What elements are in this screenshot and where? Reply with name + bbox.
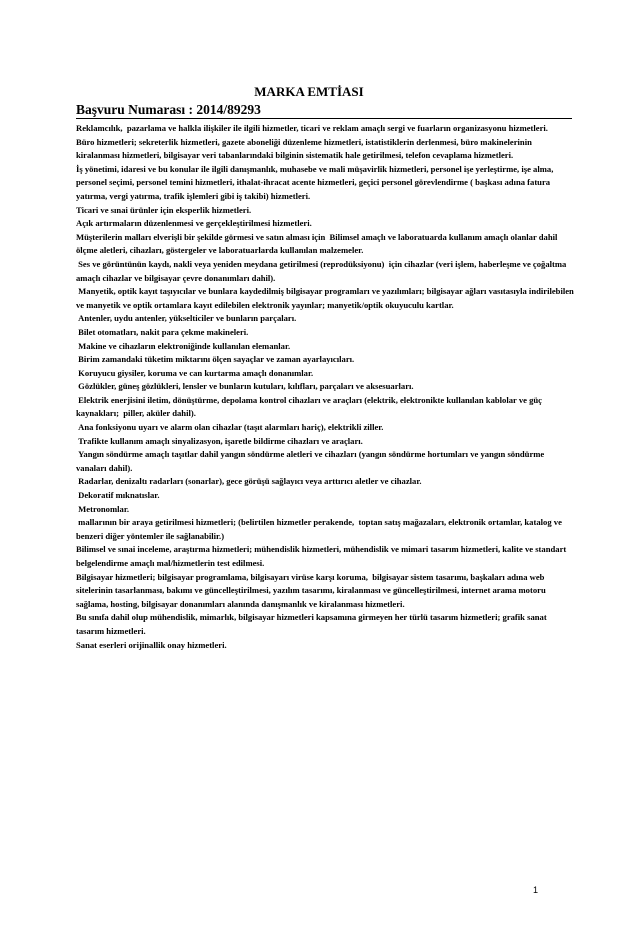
document-body [76,122,576,652]
paragraph: Reklamcılık, pazarlama ve halkla ilişkiler ile ilgili hizmetler, ticari ve reklam amaçlı sergi ve fuarların organizasyonu hizmetleri. [76,123,548,133]
paragraph: Sanat eserleri orijinallik onay hizmetleri. [76,639,227,650]
paragraph: Metronomlar. [76,503,129,514]
paragraph: Manyetik, optik kayıt taşıyıcılar ve bunlara kaydedilmiş bilgisayar programları ve yazılımları; bilgisayar ağları vasıtasıyla indirilebilen ve manyetik ve optik ortamlara kayıt edilebilen elektronik yayınlar; manyetik/optik okuyuculu kartlar. [76,286,576,310]
paragraph: Büro hizmetleri; sekreterlik hizmetleri, gazete aboneliği düzenleme hizmetleri, istatistiklerin derlenmesi, büro makinelerinin kiralanması hizmetleri, bilgisayar veri tabanlarındaki bilginin sistematik hale getirilmesi, telefon cevaplama hizmetleri. [76,136,535,161]
paragraph: Ana fonksiyonu uyarı ve alarm olan cihazlar (taşıt alarmları hariç), elektrikli ziller. [76,422,384,433]
paragraph: Dekoratif mıknatıslar. [76,490,160,501]
paragraph: mallarının bir araya getirilmesi hizmetleri; (belirtilen hizmetler perakende, toptan satış mağazaları, elektronik ortamlar, katalog ve benzeri diğer yöntemler ile sağlanabilir.) [76,517,565,541]
document-title: MARKA EMTİASI [254,84,364,99]
paragraph: Bu sınıfa dahil olup mühendislik, mimarlık, bilgisayar hizmetleri kapsamına girmeyen her türlü tasarım hizmetleri; grafik sanat tasarım hizmetleri. [76,612,549,636]
paragraph: Gözlükler, güneş gözlükleri, lensler ve bunların kutuları, kılıfları, parçaları ve aksesuarları. [76,381,414,392]
paragraph: Ticari ve sınai ürünler için eksperlik hizmetleri. [76,204,252,215]
page-number: 1 [532,885,538,895]
paragraph: Elektrik enerjisini iletim, dönüştürme, depolama kontrol cihazları ve araçları (elektrik, elektronikte kullanılan kablolar ve güç kaynakları; piller, aküler dahil). [76,394,545,419]
paragraph: Açık artırmaların düzenlenmesi ve gerçekleştirilmesi hizmetleri. [76,218,312,229]
paragraph: Bilgisayar hizmetleri; bilgisayar programlama, bilgisayarı virüse karşı koruma, bilgisayar sistem tasarımı, başkaları adına web sitelerinin tasarlanması, bakımı ve güncelleştirilmesi, yazılım tasarımı, kiralanması ve güncelleştirilmesi, internet arama motoru sağlama, hosting, bilgisayar donanımları alanında danışmanlık ve kiralanması hizmetleri. [76,571,548,609]
paragraph: Antenler, uydu antenler, yükselticiler ve bunların parçaları. [76,313,297,324]
paragraph: Makine ve cihazların elektroniğinde kullanılan elemanlar. [76,340,291,351]
paragraph: Yangın söndürme amaçlı taşıtlar dahil yangın söndürme aletleri ve cihazları (yangın söndürme hortumları ve yangın söndürme vanaları dahil). [76,449,547,473]
paragraph: Koruyucu giysiler, koruma ve can kurtarma amaçlı donanımlar. [76,367,314,378]
paragraph: Radarlar, denizaltı radarları (sonarlar), gece görüşü sağlayıcı veya arttırıcı aletler ve cihazlar. [76,476,422,487]
paragraph: Bilet otomatları, nakit para çekme makineleri. [76,326,249,337]
application-number-heading: Başvuru Numarası : 2014/89293 [76,102,572,119]
paragraph: İş yönetimi, idaresi ve bu konular ile ilgili danışmanlık, muhasebe ve mali müşavirlik hizmetleri, personel işe yerleştirme, işe alma, personel seçimi, personel temini hizmetleri, ithalat-ihracat acente hizmetleri, geçici personel görevlendirme ( başkası adına fatura yatırma, vergi yatırma, trafik işlemleri gibi iş takibi) hizmetleri. [76,163,556,201]
paragraph: Ses ve görüntünün kaydı, nakli veya yeniden meydana getirilmesi (reprodüksiyonu) için cihazlar (veri işlem, haberleşme ve çoğaltma amaçlı cihazlar ve bilgisayar çevre donanımları dahil). [76,258,569,283]
paragraph: Bilimsel ve sınai inceleme, araştırma hizmetleri; mühendislik hizmetleri, mühendislik ve mimari tasarım hizmetleri, kalite ve standart belgelendirme amaçlı mal/hizmetlerin test edilmesi. [76,544,569,568]
paragraph: Trafikte kullanım amaçlı sinyalizasyon, işaretle bildirme cihazları ve araçları. [76,435,363,446]
paragraph: Birim zamandaki tüketim miktarını ölçen sayaçlar ve zaman ayarlayıcıları. [76,354,355,365]
paragraph: Müşterilerin malları elverişli bir şekilde görmesi ve satın alması için Bilimsel amaçlı ve laboratuarda kullanım amaçlı olanlar dahil ölçme aletleri, cihazları, göstergeler ve laboratuarlarda kullanılan malzemeler. [76,231,560,256]
